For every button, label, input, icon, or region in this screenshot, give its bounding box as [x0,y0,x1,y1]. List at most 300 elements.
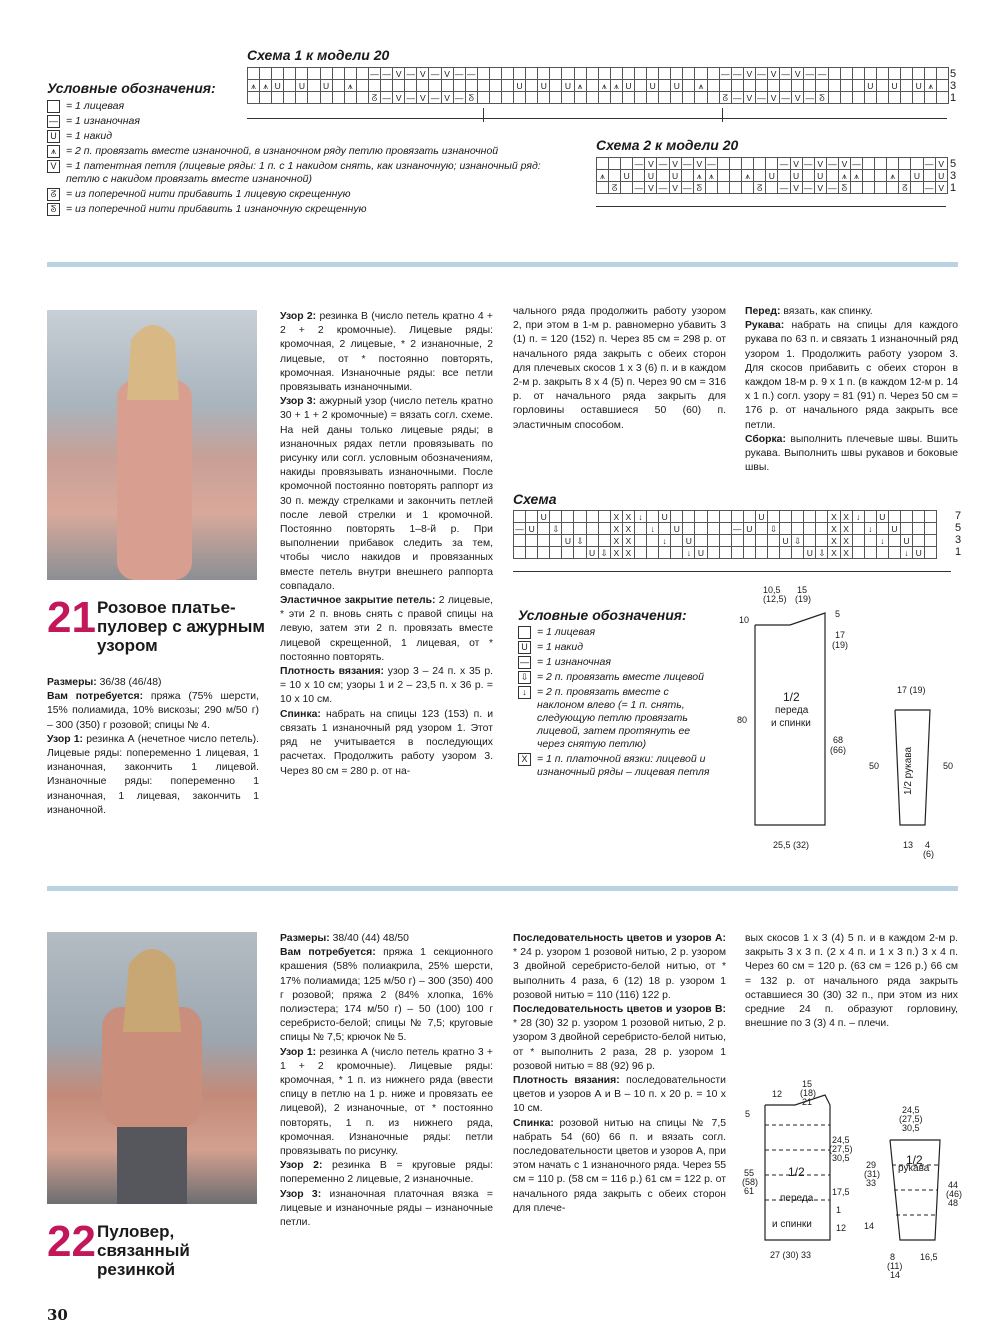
chart-cell [707,535,719,547]
chart-cell: V [790,158,802,170]
chart-cell [550,80,562,92]
chart-cell: U [659,511,671,523]
chart-cell: — [454,92,464,103]
chart-cell [901,523,913,535]
chart-cell [671,535,683,547]
chart-cell [647,92,659,104]
chart-cell [683,523,695,535]
chart-cell [562,511,574,523]
chart-cell [332,92,344,104]
chart-cell [780,80,792,92]
legend-text: = 1 накид [66,130,113,142]
chart-cell: U [888,523,900,535]
chart-cell [284,68,296,80]
chart-cell [609,170,621,182]
paragraph-text: розовой нитью на спицы № 7,5 набрать 54 (60) 66 п. и вязать согл. последовательности цветов и узоров А, при этом начать с 1 изнаночного ряда. Через 55 см = 110 р. (58 см = 116 р.) 61 см = 122 р. от начального ряда закрыть с обеих сторон для плече- [513,1117,726,1214]
chart-cell [925,523,937,535]
chart-cell [731,80,743,92]
chart-cell: ↓ [876,535,888,547]
chart-cell: V [768,68,780,80]
schema-repeat-line [513,571,951,572]
chart-cell: U [645,170,657,182]
chart-cell: U [695,547,707,559]
chart-cell: ⩚ [925,80,937,92]
legend-row [47,115,567,128]
chart-cell [887,182,899,194]
legend-text: = 2 п. провязать вместе изнаночной, в изнаночном ряду петлю провязать изнаночной [66,145,499,157]
chart-cell [562,547,574,559]
chart-cell: — [466,68,476,79]
yo-icon: U [47,130,60,143]
chart-cell: V [441,92,453,104]
model22-column-4 [745,932,958,1031]
chart-cell [308,68,320,80]
garter-icon: X [518,753,531,766]
chart-cell: ᘕ [465,92,477,104]
chart-cell [695,535,707,547]
chart-cell [852,68,864,80]
chart-cell [828,68,840,80]
chart-cell [876,523,888,535]
chart-cell: U [272,80,284,92]
chart-cell: — [852,158,861,169]
chart-cell [901,68,913,80]
chart-cell [574,92,586,104]
chart-cell [875,170,887,182]
model21-size-diagram: 10,5 (12,5) 15 (19) 10 5 17 (19) 80 1/2 переда и спинки 68 (66) 25,5 (32) 17 (19) 1/2 рукава 50 50 13 4 (6) [735,585,965,860]
chart-cell [899,158,911,170]
legend-text: = 1 п. платочной вязки: лицевой и изнаночный ряды – лицевая петля [537,753,710,778]
paragraph-heading: Перед: [745,306,781,317]
chart-cell: — [757,68,766,79]
chart-cell: ⩚ [838,170,850,182]
legend-row [47,203,567,216]
chart-cell [876,68,888,80]
paragraph [280,1046,493,1160]
chart-cell: U [562,535,574,547]
chart-cell [598,511,610,523]
paragraph-heading: Спинка: [513,1117,554,1129]
paragraph-text: чального ряда продолжить работу узором 2, при этом в 1-м р. равномерно убавить 3 (1) п. = 120 (152) п. Через 85 см = 298 р. от начального ряда закрыть с обеих сторон для плечевых скосов 1 х 3 (6) п. и в каждом 2-м р. закрыть 8 х 4 (5) п. Через 90 см = 316 р. от начального ряда закрыть для горловины оставшиеся 50 (60) п. эластичным способом. [513,306,726,431]
chart-cell [610,92,622,104]
chart-cell [911,182,923,194]
paragraph [280,310,493,395]
chart-cell: ⩚ [574,80,586,92]
inc-purl-icon: ᘕ [47,203,60,216]
chart-cell: U [790,170,802,182]
chart-cell: ⇩ [574,535,586,547]
chart-cell [731,547,743,559]
chart-cell [816,535,828,547]
chart-cell [526,80,538,92]
paragraph-heading: Узор 3: [280,396,317,408]
chart-cell: — [924,158,934,169]
paragraph-text: узор 3 – 24 п. х 35 р. = 10 х 10 см; узоры 1 и 2 – 23,5 п. х 36 р. = 10 х 10 см. [280,666,493,706]
chart-cell: ⩚ [705,170,717,182]
paragraph-heading: Узор 3: [280,1188,322,1200]
legend-text: = 1 накид [537,641,584,653]
chart-cell [766,158,778,170]
chart-cell: U [876,511,888,523]
chart-cell [609,158,621,170]
chart-cell: — [733,92,742,103]
inc-knit-icon: ᘔ [47,188,60,201]
paragraph-text: резинка А (число петель кратно 3 + 1 + 2 кромочные). Лицевые ряды: кромочная, * 1 п. из нижнего ряда (ввести спицу в петлю на 1 р. ниже и провязать ее лицевой), 2 изнаночные, от * постоянно повторять, 1 п. из нижнего ряда, кромочная. Изнаночные ряды: петли провязывать по рисунку. [280,1046,493,1158]
chart-cell [635,80,647,92]
chart-cell [755,547,767,559]
chart-cell: ᘕ [816,92,828,104]
paragraph-heading: Сборка: [745,433,786,445]
chart-cell: — [515,523,524,534]
paragraph-heading: Эластичное закрытие петель: [280,595,436,607]
chart-cell: X [840,547,852,559]
chart-cell [647,68,659,80]
paragraph-text: вых скосов 1 х 3 (4) 5 п. и в каждом 2-м р. закрыть 3 х 3 п. (2 х 4 п. и 1 х 3 п.) 3 х 4 п. Через 60 см = 120 р. (63 см = 126 р.) 66 см = 132 р. от начального ряда закрыть оставшиеся 30 (30) 32 п., при этом из них средние 24 п. образуют горловину, внешние по 3 (3) 4 п. – плечи. [745,933,958,1030]
chart-cell [852,547,864,559]
paragraph-heading: Рукава: [745,320,785,332]
chart-cell [683,511,695,523]
paragraph-text: резинка В (число петель кратно 4 + 2 + 2 кромочные). Лицевые ряды: кромочная, 2 лицевые, * 2 изнаночные, 2 лицевые, от * постоянно повторять, кромочная. Изнаночные ряды: все петли провязывать изнаночными. [280,311,493,394]
chart-cell [320,68,332,80]
chart-cell: X [840,535,852,547]
chart-cell: U [913,547,925,559]
chart-cell [586,68,598,80]
chart-cell [863,158,875,170]
chart-cell [514,535,526,547]
legend-text: = из поперечной нити прибавить 1 изнаночную скрещенную [66,203,367,215]
chart-cell: V [768,92,780,104]
chart-cell [875,158,887,170]
legend-row [518,626,718,639]
chart-cell [780,547,792,559]
chart-cell [574,547,586,559]
paragraph-text: пряжа (75% шерсти, 15% полиамида, 10% вискозы; 290 м/50 г) – 300 (350) г розовой; спицы № 4. [47,691,259,731]
chart-cell: ↓ [634,511,646,523]
chart-cell [320,92,332,104]
paragraph-heading: Размеры: [280,933,330,944]
chart-cell: ᘔ [719,92,731,104]
chart-cell [743,511,755,523]
chart-cell [272,68,284,80]
chart-cell: — [803,158,813,169]
chart-cell [804,523,816,535]
chart-cell [417,80,429,92]
chart-cell [659,68,671,80]
chart-cell [863,170,875,182]
chart-cell [743,80,755,92]
paragraph [47,676,259,690]
chart-cell [717,182,729,194]
paragraph-heading: Последовательность цветов и узоров В: [513,1004,726,1016]
chart-cell [840,80,852,92]
chart-cell: U [296,80,308,92]
chart-cell [816,80,828,92]
chart-cell: ⩚ [344,80,356,92]
chart-cell: X [622,547,634,559]
chart-cell [695,68,707,80]
legend-row [47,145,567,158]
chart-cell: — [682,182,692,193]
chart-cell [804,80,816,92]
chart-cell [634,547,646,559]
chart-cell [792,547,804,559]
chart-cell [344,92,356,104]
paragraph-text: * 24 р. узором 1 розовой нитью, 2 р. узором 3 двойной серебристо-белой нитью, от * выполнить 4 раза, 6 (12) 18 р. узором 1 розовой нитью = 110 (116) 122 р. [513,947,726,1001]
chart-cell [707,80,719,92]
chart-cell [876,547,888,559]
chart-cell: — [430,68,440,79]
chart-cell: — [924,182,934,193]
chart-cell: ⇩ [598,547,610,559]
chart-cell: X [840,511,852,523]
chart-cell [477,80,489,92]
chart-cell [514,511,526,523]
chart-cell [538,523,550,535]
chart-cell: U [526,523,538,535]
chart-cell [852,80,864,92]
chart-cell [780,511,792,523]
ssk-icon: ↓ [518,686,531,699]
chart-cell [635,68,647,80]
model21-photo [47,310,257,580]
chart-cell: ↓ [659,535,671,547]
chart-cell [755,80,767,92]
chart-cell [296,92,308,104]
paragraph-text: ажурный узор (число петель кратно 30 + 1 + 2 кромочные) = вязать согл. схеме. На ней даны только лицевые ряды; в изнаночных рядах петли провязывать по рисунку или согл. условным обозначениям, накиды провязывать изнаночными. После кромочной постоянно повторять раппорт из 30 п. между стрелками и закончить петлей после левой стрелки и 1 кромочной. Постоянно повторять 1–8-й р. При выполнении прибавок следить за тем, чтобы число накидов и провязанных вместе петель внутри внешнего раппорта совпадало. [280,396,493,592]
chart-cell: ⩚ [248,80,260,92]
chart-cell [778,170,790,182]
chart-cell [477,92,489,104]
chart-cell [743,547,755,559]
paragraph-heading: Плотность вязания: [280,666,384,678]
paragraph [513,1003,726,1074]
model22-title: Пуловер, связанный резинкой [97,1222,190,1279]
chart-cell: X [622,511,634,523]
chart-cell [767,547,779,559]
chart-cell [804,511,816,523]
chart-cell [381,80,393,92]
chart-cell [888,547,900,559]
chart-cell: ᘔ [368,92,380,104]
chart-cell: X [610,547,622,559]
chart-cell [828,92,840,104]
chart-cell [671,92,683,104]
chart-cell [852,535,864,547]
chart-cell [730,170,742,182]
chart-cell [717,170,729,182]
legend-row [518,686,718,751]
chart2-row-numbers: 5 3 1 [950,158,957,194]
chart-cell [850,182,862,194]
chart-cell [707,92,719,104]
chart-cell: U [683,535,695,547]
chart-cell: — [781,92,790,103]
chart-cell [586,92,598,104]
chart-cell: V [743,92,755,104]
chart1-arrow [722,108,723,122]
legend-text: = из поперечной нити прибавить 1 лицевую скрещенную [66,188,351,200]
chart-cell: V [743,68,755,80]
paragraph-text: пряжа 1 секционного крашения (58% полиакрила, 25% шерсти, 17% полиамида; 125 м/50 г) – 300 (350) 400 г розовой; пряжа 2 (84% хлопка, 16% полиэстера; 174 м/50 г) – 50 (100) 100 г серебристо-белой; спицы № 7,5; круговые спицы № 7,5; крючок № 5. [280,947,493,1044]
chart-cell: — [733,68,742,79]
chart-cell [574,523,586,535]
chart-cell: ⩚ [850,170,862,182]
chart-cell: — [658,158,668,169]
chart-cell [586,511,598,523]
chart-cell [754,158,766,170]
chart-cell: U [669,170,681,182]
paragraph-heading: Последовательность цветов и узоров А: [513,933,726,944]
chart-cell [526,547,538,559]
chart-cell: U [766,170,778,182]
chart-cell: X [622,523,634,535]
paragraph [280,395,493,594]
model22-column-2 [280,932,493,1230]
slip-v-icon: V [47,160,60,173]
paragraph-heading: Вам потребуется: [280,947,376,959]
chart-cell [705,182,717,194]
chart-cell [913,511,925,523]
dash-icon: — [520,657,529,667]
chart-cell [501,80,513,92]
paragraph [513,1117,726,1216]
chart-cell [296,68,308,80]
chart-cell [804,535,816,547]
chart-cell [586,535,598,547]
chart-cell [574,511,586,523]
chart-cell: V [790,182,802,194]
chart-cell [659,80,671,92]
chart-cell [780,523,792,535]
chart-cell [332,80,344,92]
yo-icon: U [518,641,531,654]
chart-cell: U [622,80,634,92]
chart-cell: — [406,92,416,103]
paragraph [280,946,493,1045]
chart-cell [284,92,296,104]
model21-schema-title: Схема [513,491,557,507]
chart-cell: — [779,182,789,193]
chart-cell [562,92,574,104]
chart-cell: U [320,80,332,92]
chart-cell: V [417,68,429,80]
chart-cell [550,511,562,523]
chart-cell: V [693,158,705,170]
paragraph-heading: Узор 1: [280,1046,317,1058]
paragraph-text: 2 лицевые, * эти 2 п. вновь снять с правой спицы на левую, затем эти 2 п. провязать вместе лицевой скрещенной, 1 лицевая, от * постоянно повторять. [280,595,493,663]
paragraph [47,733,259,818]
chart-cell: — [406,68,416,79]
chart-cell: — [732,523,742,534]
chart-cell [875,182,887,194]
model22-number: 22 [47,1217,96,1266]
chart-cell [405,80,417,92]
chart-cell [937,92,949,104]
chart-cell: — [707,158,716,169]
paragraph [280,1159,493,1187]
chart-cell: V [645,182,657,194]
chart-cell [538,92,550,104]
chart-cell: — [658,182,668,193]
chart-cell: — [682,158,692,169]
legend-row [47,160,567,186]
chart-cell: — [634,158,644,169]
chart-cell [344,68,356,80]
chart-cell [767,535,779,547]
chart-cell: U [562,80,574,92]
chart-cell [707,68,719,80]
empty-square-icon [518,626,531,639]
chart-cell: U [647,80,659,92]
chart-cell [429,80,441,92]
paragraph-heading: Узор 1: [47,733,83,745]
paragraph [513,305,726,433]
chart-cell [501,92,513,104]
chart-cell [742,158,754,170]
chart-cell: — [370,68,379,79]
chart-cell: ↓ [852,511,864,523]
chart-cell: V [441,68,453,80]
chart-cell [899,170,911,182]
chart-cell [634,523,646,535]
legend-text: = 2 п. провязать вместе лицевой [537,671,704,683]
legend-text: = 1 изнаночная [537,656,611,668]
chart-cell [840,92,852,104]
legend-text: = 1 лицевая [66,100,125,112]
chart-cell [695,511,707,523]
chart-cell [501,68,513,80]
paragraph [280,932,493,946]
chart1-grid [247,67,949,104]
paragraph-heading: Узор 2: [280,1160,323,1172]
chart-cell [937,68,949,80]
chart-cell [719,547,731,559]
chart-cell: X [828,535,840,547]
chart-cell: ⩚ [597,170,609,182]
chart-cell: ⩚ [887,170,899,182]
chart-cell [925,68,937,80]
chart-cell: — [828,158,837,169]
chart1-arrow [483,108,484,122]
chart-cell [356,92,368,104]
chart-cell [260,68,272,80]
paragraph-text: резинка А (нечетное число петель). Лицевые ряды: попеременно 1 лицевая, 1 изнаночная, закончить 1 лицевой. Изнаночные ряды: попеременно 1 изнаночная, 1 лицевая, закончить 1 изнаночной. [47,733,260,816]
chart-cell [489,92,501,104]
chart-cell: U [755,511,767,523]
model21-column-4 [745,305,958,475]
chart-cell [707,547,719,559]
chart-cell: U [814,170,826,182]
chart-cell [633,170,645,182]
chart-cell [598,92,610,104]
model21-number: 21 [47,593,96,642]
legend-row [518,753,718,779]
chart-cell [308,92,320,104]
chart-cell [742,182,754,194]
paragraph-text: последовательности цветов и узоров А и В – 10 п. х 20 р. = 10 х 10 см. [513,1075,726,1115]
paragraph-text: резинка В = круговые ряды: попеременно 2 лицевые, 2 изнаночные. [280,1160,493,1186]
chart1-repeat-line [247,118,947,119]
page-number: 30 [47,1306,68,1324]
model21-column-1 [47,676,259,818]
chart-cell [622,92,634,104]
legend-row [47,130,567,143]
legend-row [518,641,718,654]
dash-icon: — [49,116,58,126]
chart-cell: — [781,68,790,79]
paragraph [745,932,958,1031]
chart-cell: V [792,68,804,80]
